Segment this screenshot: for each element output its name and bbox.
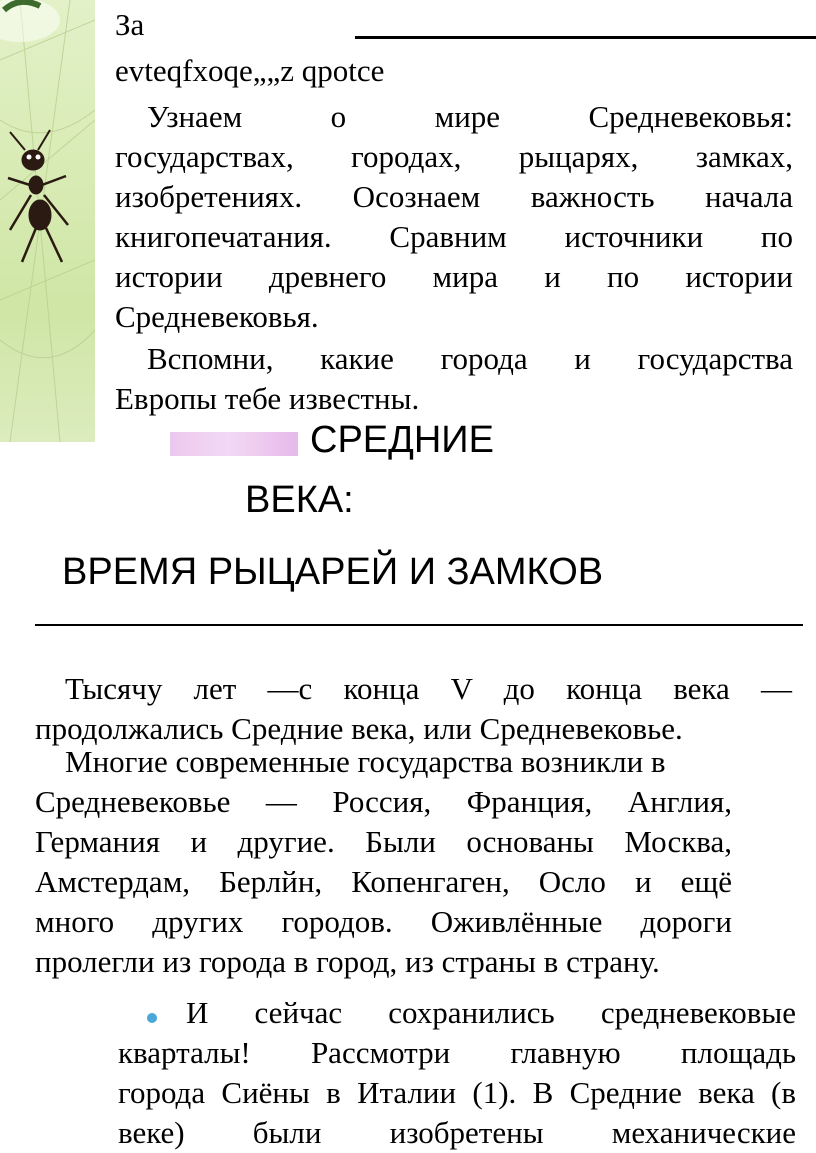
ant-illustration-icon: [0, 0, 95, 442]
intro-line: изобретениях. Осознаем важность начала: [115, 179, 793, 214]
header-underline: [355, 36, 816, 39]
body-line: веке) были изобретены механические: [118, 1115, 796, 1150]
body-line: Амстердам, Берлйн, Копенгаген, Осло и ещё: [35, 864, 732, 899]
title-line-3: ВРЕМЯ РЫЦАРЕЙ И ЗАМКОВ: [62, 551, 604, 593]
recall-line: Вспомни, какие города и государства: [147, 341, 793, 376]
body-line: Многие современные государства возникли в: [65, 744, 666, 779]
header-garbled-text: evteqfxoqe„„z qpotce: [115, 53, 385, 88]
body-paragraph-2: [35, 742, 732, 982]
body-line: Германия и другие. Были основаны Москва,: [35, 824, 732, 859]
intro-line: истории древнего мира и по истории: [115, 259, 793, 294]
body-line: продолжались Средние века, или Средневековье.: [35, 711, 683, 746]
title-highlight: [170, 432, 298, 456]
body-line: города Сиёны в Италии (1). В Средние века (в: [118, 1075, 796, 1110]
title-line-2: ВЕКА:: [245, 479, 354, 521]
body-line: И сейчас сохранились средневековые: [186, 995, 796, 1030]
header-label: За: [115, 7, 145, 42]
title-underline: [35, 624, 803, 626]
intro-line: Узнаем о мире Средневековья:: [147, 99, 793, 134]
recall-line: Европы тебе известны.: [115, 381, 420, 416]
body-line: пролегли из города в город, из страны в страну.: [35, 944, 660, 979]
intro-line: Средневековья.: [115, 299, 319, 334]
body-paragraph-1: [35, 669, 792, 749]
intro-line: книгопечатания. Сравним источники по: [115, 219, 793, 254]
body-paragraph-3: [118, 993, 796, 1153]
body-line: Тысячу лет —с конца V до конца века —: [65, 671, 792, 706]
body-line: много других городов. Оживлённые дороги: [35, 904, 732, 939]
title-line-1: СРЕДНИЕ: [310, 419, 494, 461]
side-illustration: [0, 0, 95, 442]
body-line: Средневековье — Россия, Франция, Англия,: [35, 784, 732, 819]
body-line: кварталы! Рассмотри главную площадь: [118, 1035, 796, 1070]
recall-paragraph: [115, 339, 793, 419]
intro-line: государствах, городах, рыцарях, замках,: [115, 139, 793, 174]
intro-paragraph: [115, 97, 793, 337]
